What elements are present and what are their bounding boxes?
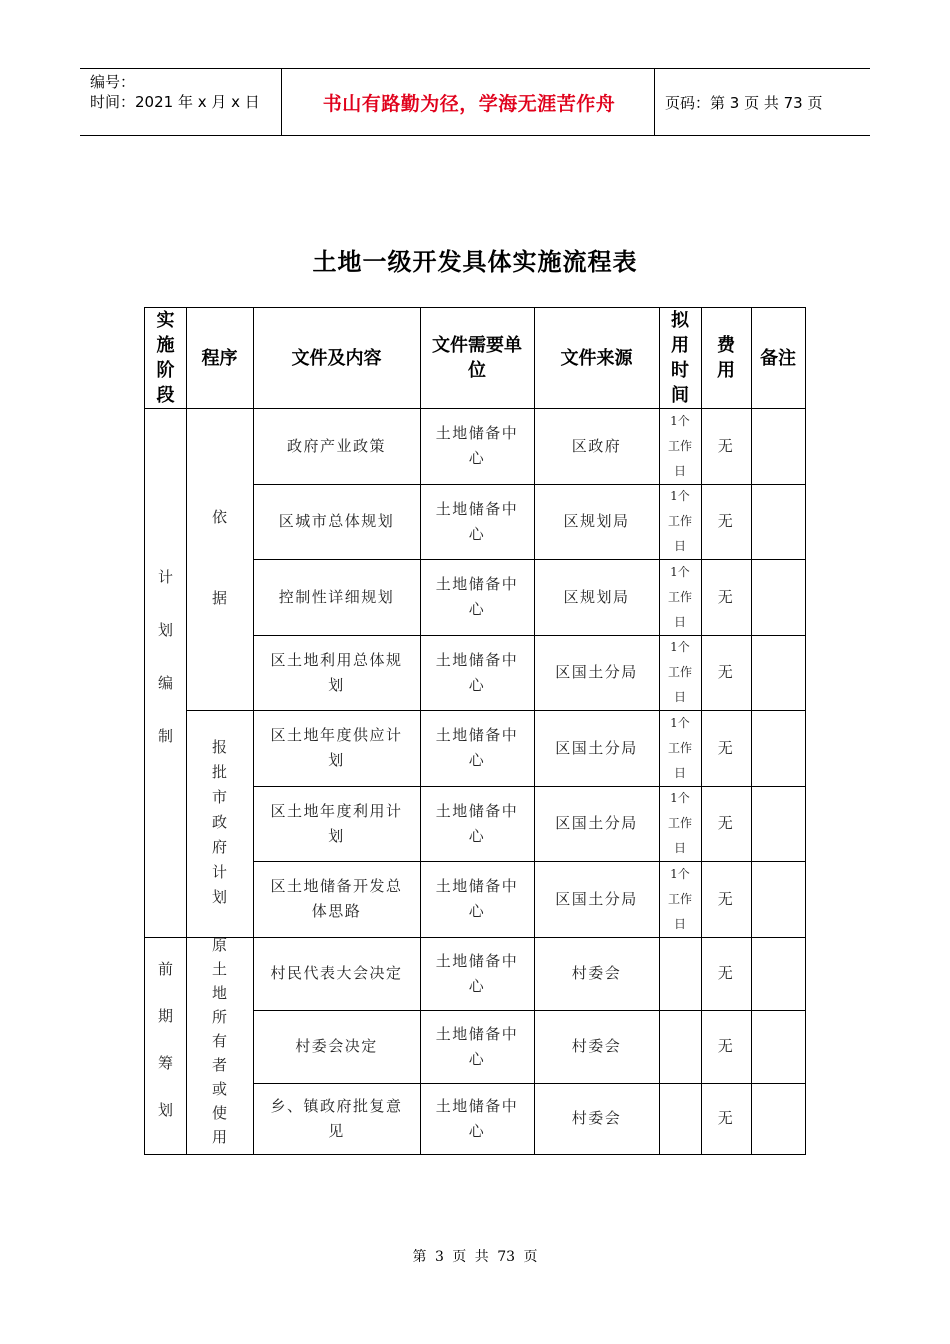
dept-cell: 土地储备中心: [435, 650, 519, 694]
vertical-char: 所: [211, 1008, 227, 1026]
vertical-char: 编: [157, 674, 173, 692]
time-cell: 1个工作日: [667, 564, 692, 629]
doc-cell: 控制性详细规划: [278, 587, 395, 606]
doc-cell: 区土地储备开发总体思路: [270, 877, 403, 920]
remark-cell: [751, 408, 805, 484]
header-time: 拟用时间: [671, 310, 689, 406]
vertical-char: 计: [211, 863, 227, 881]
header-source: 文件来源: [560, 347, 633, 369]
vertical-char: 前: [157, 960, 173, 978]
vertical-char: 市: [211, 788, 227, 806]
fee-cell: 无: [717, 889, 735, 908]
vertical-char: 原: [211, 936, 227, 954]
doc-cell: 区土地年度供应计划: [270, 726, 403, 769]
remark-cell: [751, 559, 805, 635]
vertical-char: 使: [211, 1104, 227, 1122]
fee-cell: 无: [717, 663, 735, 681]
vertical-char: 批: [211, 763, 227, 781]
vertical-char: 期: [157, 1007, 173, 1025]
vertical-char: 者: [211, 1056, 227, 1074]
procedure-label: [186, 506, 253, 608]
vertical-char: 有: [211, 1032, 227, 1050]
header-divider: [281, 69, 282, 135]
time-cell: 1个工作日: [667, 791, 692, 855]
doc-cell: 区城市总体规划: [278, 512, 395, 530]
page-title: 土地一级开发具体实施流程表: [312, 248, 638, 276]
dept-cell: 土地储备中心: [435, 877, 519, 920]
doc-cell: 区土地利用总体规划: [270, 650, 403, 694]
doc-time-label: 时间：2021 年 x 月 x 日: [90, 93, 260, 111]
doc-cell: 乡、镇政府批复意见: [270, 1096, 403, 1140]
header-fee: 费用: [717, 335, 735, 381]
vertical-char: 划: [157, 621, 173, 639]
fee-cell: 无: [717, 964, 735, 982]
vertical-char: 或: [211, 1080, 227, 1098]
source-cell: 区国土分局: [555, 738, 638, 757]
dept-cell: 土地储备中心: [435, 575, 519, 618]
procedure-label: [186, 934, 253, 1147]
source-cell: 区国土分局: [555, 814, 638, 832]
fee-cell: 无: [717, 1037, 735, 1055]
vertical-char: 划: [157, 1101, 173, 1119]
time-cell: 1个工作日: [667, 489, 692, 553]
stage-label: [145, 566, 186, 746]
dept-cell: 土地储备中心: [435, 1096, 519, 1140]
vertical-char: 地: [211, 984, 227, 1002]
doc-cell: 村委会决定: [295, 1037, 378, 1055]
vertical-char: 用: [211, 1128, 227, 1146]
process-table: [144, 307, 806, 1155]
vertical-char: 制: [157, 727, 173, 745]
remark-cell: [751, 786, 805, 861]
source-cell: 村委会: [571, 1109, 622, 1127]
dept-cell: 土地储备中心: [435, 726, 519, 769]
remark-cell: [751, 635, 805, 710]
vertical-char: 划: [211, 888, 227, 906]
time-cell: [659, 1083, 701, 1154]
doc-cell: 政府产业政策: [286, 436, 386, 455]
header-procedure: 程序: [201, 347, 238, 369]
procedure-label: [186, 736, 253, 907]
source-cell: 区政府: [571, 436, 622, 455]
fee-cell: 无: [717, 1109, 735, 1127]
page-footer: 第 3 页 共 73 页: [412, 1249, 538, 1265]
fee-cell: 无: [717, 738, 735, 757]
dept-cell: 土地储备中心: [435, 801, 519, 845]
remark-cell: [751, 484, 805, 559]
vertical-char: 据: [211, 589, 227, 607]
time-cell: 1个工作日: [667, 866, 692, 931]
dept-cell: 土地储备中心: [435, 499, 519, 543]
header-page-info: 页码：第 3 页 共 73 页: [665, 93, 823, 112]
header-dept: 文件需要单位: [432, 335, 522, 381]
doc-number-label: 编号：: [90, 73, 136, 91]
time-cell: 1个工作日: [667, 413, 692, 478]
header-motto: 书山有路勤为径，学海无涯苦作舟: [322, 92, 616, 115]
remark-cell: [751, 1010, 805, 1083]
time-cell: [659, 937, 701, 1010]
header-divider: [654, 69, 655, 135]
time-cell: 1个工作日: [667, 715, 692, 780]
vertical-char: 依: [211, 508, 227, 526]
fee-cell: 无: [717, 512, 735, 530]
source-cell: 村委会: [571, 964, 622, 982]
page-header: [80, 68, 870, 136]
remark-cell: [751, 1083, 805, 1154]
remark-cell: [751, 710, 805, 786]
header-remark: 备注: [760, 347, 796, 369]
fee-cell: 无: [717, 814, 735, 832]
dept-cell: 土地储备中心: [435, 951, 519, 995]
source-cell: 区规划局: [563, 512, 630, 530]
fee-cell: 无: [717, 587, 735, 606]
vertical-char: 报: [211, 738, 227, 756]
remark-cell: [751, 861, 805, 937]
vertical-char: 筹: [157, 1054, 173, 1072]
header-documents: 文件及内容: [291, 347, 382, 369]
time-cell: [659, 1010, 701, 1083]
doc-cell: 村民代表大会决定: [270, 964, 403, 982]
source-cell: 区规划局: [563, 587, 630, 606]
time-cell: 1个工作日: [667, 640, 692, 704]
vertical-char: 计: [157, 568, 173, 586]
header-stage: 实施阶段: [156, 310, 175, 406]
doc-cell: 区土地年度利用计划: [270, 801, 403, 845]
stage-label: [145, 958, 186, 1120]
source-cell: 区国土分局: [555, 889, 638, 908]
source-cell: 区国土分局: [555, 663, 638, 681]
vertical-char: 府: [211, 838, 227, 856]
header-meta: [90, 72, 260, 112]
source-cell: 村委会: [571, 1037, 622, 1055]
remark-cell: [751, 937, 805, 1010]
dept-cell: 土地储备中心: [435, 424, 519, 467]
dept-cell: 土地储备中心: [435, 1024, 519, 1068]
fee-cell: 无: [717, 436, 735, 455]
vertical-char: 政: [211, 813, 227, 831]
vertical-char: 土: [211, 960, 227, 978]
